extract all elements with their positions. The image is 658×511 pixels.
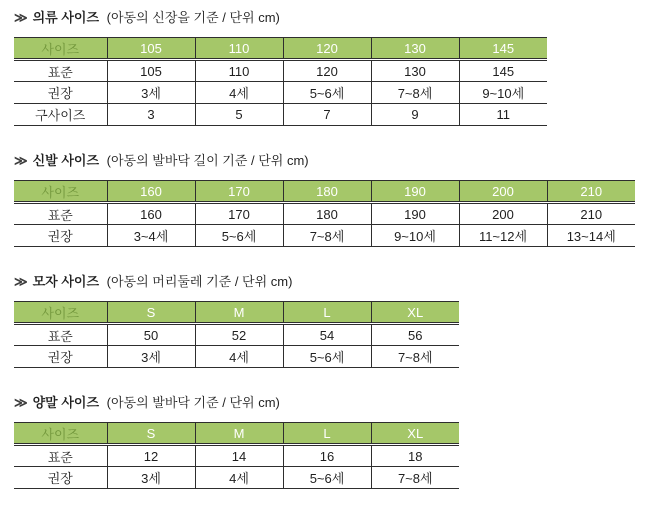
section-subtitle: (아동의 발바닥 길이 기준 / 단위 cm) [106, 153, 309, 168]
section-heading [14, 153, 658, 169]
size-value-cell: 3세 [107, 346, 195, 368]
header-size-label: 사이즈 [14, 181, 107, 203]
header-size-value: 210 [547, 181, 635, 203]
header-size-value: S [107, 302, 195, 324]
table-row [14, 324, 459, 346]
size-value-cell: 11 [459, 104, 547, 126]
size-value-cell: 190 [371, 203, 459, 225]
header-size-value: 190 [371, 181, 459, 203]
header-size-value: S [107, 423, 195, 445]
size-value-cell: 13~14세 [547, 225, 635, 247]
size-value-cell: 110 [195, 60, 283, 82]
double-chevron-icon: ≫ [14, 153, 28, 168]
table-header-row [14, 181, 635, 203]
size-value-cell: 7 [283, 104, 371, 126]
size-value-cell: 11~12세 [459, 225, 547, 247]
section-title: 의류 사이즈 [32, 10, 100, 25]
double-chevron-icon: ≫ [14, 274, 28, 289]
table-row [14, 60, 547, 82]
size-value-cell: 130 [371, 60, 459, 82]
table-row [14, 445, 459, 467]
row-label: 구사이즈 [14, 104, 107, 126]
header-size-label: 사이즈 [14, 423, 107, 445]
table-header-row [14, 38, 547, 60]
table-row [14, 104, 547, 126]
header-size-value: L [283, 302, 371, 324]
size-value-cell: 7~8세 [371, 82, 459, 104]
size-value-cell: 7~8세 [371, 467, 459, 489]
size-value-cell: 52 [195, 324, 283, 346]
header-size-label: 사이즈 [14, 302, 107, 324]
header-size-value: 180 [283, 181, 371, 203]
size-table [14, 422, 459, 489]
size-value-cell: 4세 [195, 467, 283, 489]
size-value-cell: 5 [195, 104, 283, 126]
table-row [14, 203, 635, 225]
double-chevron-icon: ≫ [14, 395, 28, 410]
header-size-value: 110 [195, 38, 283, 60]
table-body [14, 60, 547, 126]
size-value-cell: 5~6세 [195, 225, 283, 247]
section-title: 모자 사이즈 [32, 274, 100, 289]
row-label: 표준 [14, 60, 107, 82]
size-value-cell: 50 [107, 324, 195, 346]
section-heading [14, 274, 658, 290]
size-section [14, 153, 658, 247]
table-body [14, 203, 635, 247]
header-size-value: 130 [371, 38, 459, 60]
section-subtitle: (아동의 신장을 기준 / 단위 cm) [106, 10, 280, 25]
size-value-cell: 3~4세 [107, 225, 195, 247]
section-heading [14, 395, 658, 411]
size-value-cell: 4세 [195, 82, 283, 104]
size-value-cell: 120 [283, 60, 371, 82]
double-chevron-icon: ≫ [14, 10, 28, 25]
header-size-value: L [283, 423, 371, 445]
row-label: 표준 [14, 324, 107, 346]
section-subtitle: (아동의 발바닥 기준 / 단위 cm) [106, 395, 280, 410]
table-body [14, 324, 459, 368]
size-table [14, 180, 635, 247]
size-value-cell: 145 [459, 60, 547, 82]
size-table [14, 301, 459, 368]
row-label: 표준 [14, 445, 107, 467]
size-value-cell: 5~6세 [283, 346, 371, 368]
size-value-cell: 105 [107, 60, 195, 82]
size-value-cell: 3세 [107, 82, 195, 104]
header-size-value: 200 [459, 181, 547, 203]
row-label: 표준 [14, 203, 107, 225]
row-label: 권장 [14, 82, 107, 104]
size-value-cell: 54 [283, 324, 371, 346]
header-size-label: 사이즈 [14, 38, 107, 60]
size-section [14, 395, 658, 489]
size-value-cell: 9~10세 [371, 225, 459, 247]
row-label: 권장 [14, 225, 107, 247]
header-size-value: XL [371, 302, 459, 324]
section-title: 양말 사이즈 [32, 395, 100, 410]
section-heading [14, 10, 658, 26]
table-row [14, 225, 635, 247]
table-row [14, 82, 547, 104]
header-size-value: XL [371, 423, 459, 445]
size-section [14, 274, 658, 368]
table-head [14, 423, 459, 445]
row-label: 권장 [14, 467, 107, 489]
size-value-cell: 16 [283, 445, 371, 467]
header-size-value: 120 [283, 38, 371, 60]
size-value-cell: 14 [195, 445, 283, 467]
table-row [14, 346, 459, 368]
size-value-cell: 18 [371, 445, 459, 467]
size-value-cell: 170 [195, 203, 283, 225]
table-row [14, 467, 459, 489]
size-value-cell: 180 [283, 203, 371, 225]
size-value-cell: 12 [107, 445, 195, 467]
size-value-cell: 7~8세 [283, 225, 371, 247]
header-size-value: 160 [107, 181, 195, 203]
header-size-value: M [195, 302, 283, 324]
size-value-cell: 200 [459, 203, 547, 225]
size-value-cell: 5~6세 [283, 467, 371, 489]
section-title: 신발 사이즈 [32, 153, 100, 168]
header-size-value: 105 [107, 38, 195, 60]
size-value-cell: 5~6세 [283, 82, 371, 104]
table-body [14, 445, 459, 489]
size-value-cell: 9~10세 [459, 82, 547, 104]
header-size-value: 170 [195, 181, 283, 203]
header-size-value: 145 [459, 38, 547, 60]
size-value-cell: 56 [371, 324, 459, 346]
size-value-cell: 7~8세 [371, 346, 459, 368]
row-label: 권장 [14, 346, 107, 368]
table-header-row [14, 423, 459, 445]
size-value-cell: 4세 [195, 346, 283, 368]
size-value-cell: 9 [371, 104, 459, 126]
table-header-row [14, 302, 459, 324]
size-value-cell: 210 [547, 203, 635, 225]
size-value-cell: 3 [107, 104, 195, 126]
table-head [14, 181, 635, 203]
table-head [14, 38, 547, 60]
size-value-cell: 160 [107, 203, 195, 225]
size-table [14, 37, 547, 126]
header-size-value: M [195, 423, 283, 445]
size-section [14, 10, 658, 126]
table-head [14, 302, 459, 324]
section-subtitle: (아동의 머리둘레 기준 / 단위 cm) [106, 274, 293, 289]
size-value-cell: 3세 [107, 467, 195, 489]
